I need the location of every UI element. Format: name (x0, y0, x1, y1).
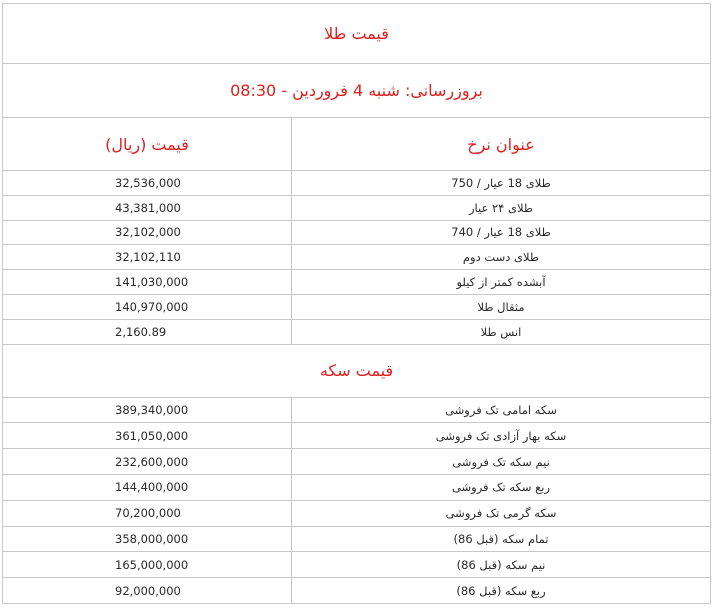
column-header-title: عنوان نرخ (292, 118, 711, 171)
gold-title: طلای 18 عیار / 750 (292, 171, 711, 196)
table-row (3, 270, 711, 295)
gold-price: 140,970,000 (3, 294, 292, 319)
gold-price: 141,030,000 (3, 270, 292, 295)
table-row (3, 552, 711, 578)
table-row (3, 423, 711, 449)
update-row (3, 64, 711, 118)
coin-title: نیم سکه تک فروشی (292, 449, 711, 475)
coin-price: 144,400,000 (3, 474, 292, 500)
coin-price: 361,050,000 (3, 423, 292, 449)
table-row (3, 171, 711, 196)
gold-title: آبشده کمتر از کیلو (292, 270, 711, 295)
page-title: قیمت طلا (3, 4, 711, 64)
coin-title: تمام سکه (قبل 86) (292, 526, 711, 552)
column-header-price: قیمت (ریال) (3, 118, 292, 171)
coin-price: 70,200,000 (3, 500, 292, 526)
table-row (3, 526, 711, 552)
coin-title: ربع سکه تک فروشی (292, 474, 711, 500)
coin-price: 232,600,000 (3, 449, 292, 475)
table-row (3, 474, 711, 500)
gold-title: طلای 18 عیار / 740 (292, 220, 711, 245)
table-row (3, 245, 711, 270)
table-row (3, 449, 711, 475)
gold-title: مثقال طلا (292, 294, 711, 319)
table-row (3, 319, 711, 344)
table-title-row (3, 4, 711, 64)
gold-title: طلای ۲۴ عیار (292, 195, 711, 220)
coin-section-title: قیمت سکه (3, 344, 711, 397)
gold-price: 32,536,000 (3, 171, 292, 196)
gold-price: 32,102,000 (3, 220, 292, 245)
table-row (3, 220, 711, 245)
coin-title: سکه گرمی تک فروشی (292, 500, 711, 526)
table-row (3, 195, 711, 220)
coin-price: 92,000,000 (3, 578, 292, 604)
coin-title: ربع سکه (قبل 86) (292, 578, 711, 604)
table-row (3, 578, 711, 604)
coin-section-row (3, 344, 711, 397)
gold-price: 2,160.89 (3, 319, 292, 344)
coin-price: 389,340,000 (3, 397, 292, 423)
gold-price: 32,102,110 (3, 245, 292, 270)
gold-title: طلای دست دوم (292, 245, 711, 270)
coin-title: سکه بهار آزادی تک فروشی (292, 423, 711, 449)
coin-price: 165,000,000 (3, 552, 292, 578)
update-timestamp: بروزرسانی: شنبه 4 فروردین - 08:30 (3, 64, 711, 118)
table-row (3, 397, 711, 423)
coin-title: سکه امامی تک فروشی (292, 397, 711, 423)
table-row (3, 294, 711, 319)
gold-price: 43,381,000 (3, 195, 292, 220)
coin-title: نیم سکه (قبل 86) (292, 552, 711, 578)
price-table (2, 3, 711, 604)
gold-title: انس طلا (292, 319, 711, 344)
column-header-row (3, 118, 711, 171)
table-row (3, 500, 711, 526)
coin-price: 358,000,000 (3, 526, 292, 552)
